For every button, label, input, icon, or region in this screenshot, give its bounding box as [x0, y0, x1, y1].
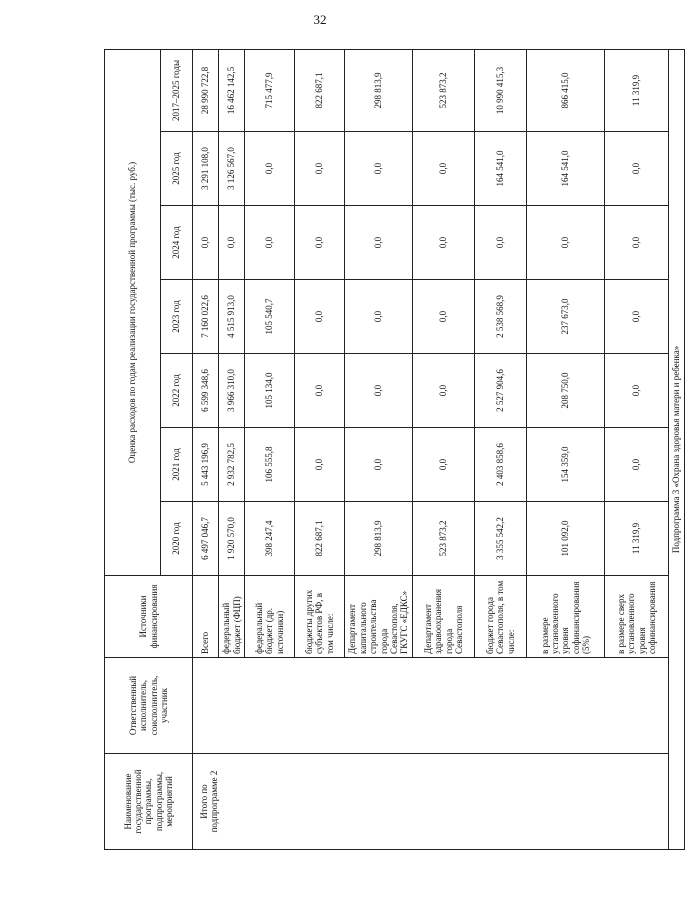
value-cell: 164 541,0 — [527, 132, 605, 206]
subprogram-row — [669, 49, 685, 849]
value-cell: 523 873,2 — [413, 49, 475, 131]
value-cell: 0,0 — [413, 132, 475, 206]
value-cell: 0,0 — [605, 206, 669, 280]
value-cell: 0,0 — [245, 206, 295, 280]
value-cell: 105 134,0 — [245, 354, 295, 428]
value-cell: 298 813,9 — [345, 49, 413, 131]
value-cell: 3 355 542,2 — [475, 502, 527, 576]
value-cell: 0,0 — [413, 280, 475, 354]
value-cell: 0,0 — [413, 428, 475, 502]
value-cell: 398 247,4 — [245, 502, 295, 576]
source-cell: в размере установленного уровня софинансирования (5%) — [527, 576, 605, 658]
value-cell: 0,0 — [345, 132, 413, 206]
value-cell: 6 497 046,7 — [193, 502, 219, 576]
source-cell: в размере сверх установленного уровня софинансирования — [605, 576, 669, 658]
header-responsible: Ответственный исполнитель, соисполнитель, участник — [105, 658, 193, 754]
source-cell: Департамент здравоохранения города Севастополя — [413, 576, 475, 658]
value-cell: 298 813,9 — [345, 502, 413, 576]
header-sources: Источники финансирования — [105, 576, 193, 658]
header-name: Наименование государственной программы, подпрограммы, мероприятий — [105, 754, 193, 850]
source-cell: бюджеты других субъектов РФ, в том числе: — [295, 576, 345, 658]
value-cell: 11 319,9 — [605, 502, 669, 576]
value-cell: 16 462 142,5 — [219, 49, 245, 131]
value-cell: 0,0 — [413, 206, 475, 280]
value-cell: 6 599 348,6 — [193, 354, 219, 428]
header-estimate: Оценка расходов по годам реализации государственной программы (тыс. руб.) — [105, 49, 161, 575]
value-cell: 822 687,1 — [295, 502, 345, 576]
value-cell: 1 920 570,0 — [219, 502, 245, 576]
value-cell: 822 687,1 — [295, 49, 345, 131]
value-cell: 4 515 913,0 — [219, 280, 245, 354]
header-year-total: 2017–2025 годы — [161, 49, 193, 131]
value-cell: 0,0 — [295, 428, 345, 502]
value-cell: 0,0 — [605, 280, 669, 354]
value-cell: 5 443 196,9 — [193, 428, 219, 502]
source-cell: федеральный бюджет (др. источники) — [245, 576, 295, 658]
header-year-2021: 2021 год — [161, 428, 193, 502]
value-cell: 3 126 567,0 — [219, 132, 245, 206]
value-cell: 0,0 — [295, 206, 345, 280]
value-cell: 2 538 568,9 — [475, 280, 527, 354]
value-cell: 0,0 — [413, 354, 475, 428]
page-number: 32 — [313, 12, 327, 27]
table-row — [193, 49, 219, 849]
header-year-2024: 2024 год — [161, 206, 193, 280]
header-year-2023: 2023 год — [161, 280, 193, 354]
value-cell: 28 990 722,8 — [193, 49, 219, 131]
value-cell: 0,0 — [527, 206, 605, 280]
value-cell: 0,0 — [345, 428, 413, 502]
value-cell: 2 527 904,6 — [475, 354, 527, 428]
program-name-cell: Итого по подпрограмме 2 — [193, 754, 669, 850]
value-cell: 715 477,9 — [245, 49, 295, 131]
value-cell: 164 541,0 — [475, 132, 527, 206]
value-cell: 0,0 — [605, 428, 669, 502]
value-cell: 105 540,7 — [245, 280, 295, 354]
value-cell: 0,0 — [345, 206, 413, 280]
value-cell: 154 359,0 — [527, 428, 605, 502]
value-cell: 10 990 415,3 — [475, 49, 527, 131]
value-cell: 3 291 108,0 — [193, 132, 219, 206]
source-cell: бюджет города Севастополя, в том числе: — [475, 576, 527, 658]
value-cell: 523 873,2 — [413, 502, 475, 576]
value-cell: 3 966 310,0 — [219, 354, 245, 428]
header-year-2020: 2020 год — [161, 502, 193, 576]
value-cell: 106 555,8 — [245, 428, 295, 502]
header-year-2025: 2025 год — [161, 132, 193, 206]
value-cell: 2 403 858,6 — [475, 428, 527, 502]
value-cell: 11 319,9 — [605, 49, 669, 131]
value-cell: 0,0 — [245, 132, 295, 206]
value-cell: 2 932 782,5 — [219, 428, 245, 502]
value-cell: 0,0 — [475, 206, 527, 280]
source-cell: Департамент капитального строительства города Севастополя, ГКУГС «ЕДКС» — [345, 576, 413, 658]
value-cell: 7 160 022,6 — [193, 280, 219, 354]
value-cell: 0,0 — [193, 206, 219, 280]
value-cell: 0,0 — [219, 206, 245, 280]
value-cell: 0,0 — [295, 280, 345, 354]
rotated-table-container — [104, 50, 682, 850]
value-cell: 0,0 — [605, 354, 669, 428]
value-cell: 0,0 — [345, 280, 413, 354]
rotated-table-content — [104, 50, 682, 850]
value-cell: 0,0 — [345, 354, 413, 428]
value-cell: 208 750,0 — [527, 354, 605, 428]
financing-table — [104, 49, 685, 850]
value-cell: 101 092,0 — [527, 502, 605, 576]
responsible-cell — [193, 658, 669, 754]
value-cell: 237 673,0 — [527, 280, 605, 354]
value-cell: 866 415,0 — [527, 49, 605, 131]
source-cell: Всего — [193, 576, 219, 658]
value-cell: 0,0 — [605, 132, 669, 206]
subprogram-title: Подпрограмма 3 «Охрана здоровья матери и ребенка» — [669, 49, 685, 849]
header-year-2022: 2022 год — [161, 354, 193, 428]
source-cell: федеральный бюджет (ФЦП) — [219, 576, 245, 658]
value-cell: 0,0 — [295, 354, 345, 428]
value-cell: 0,0 — [295, 132, 345, 206]
